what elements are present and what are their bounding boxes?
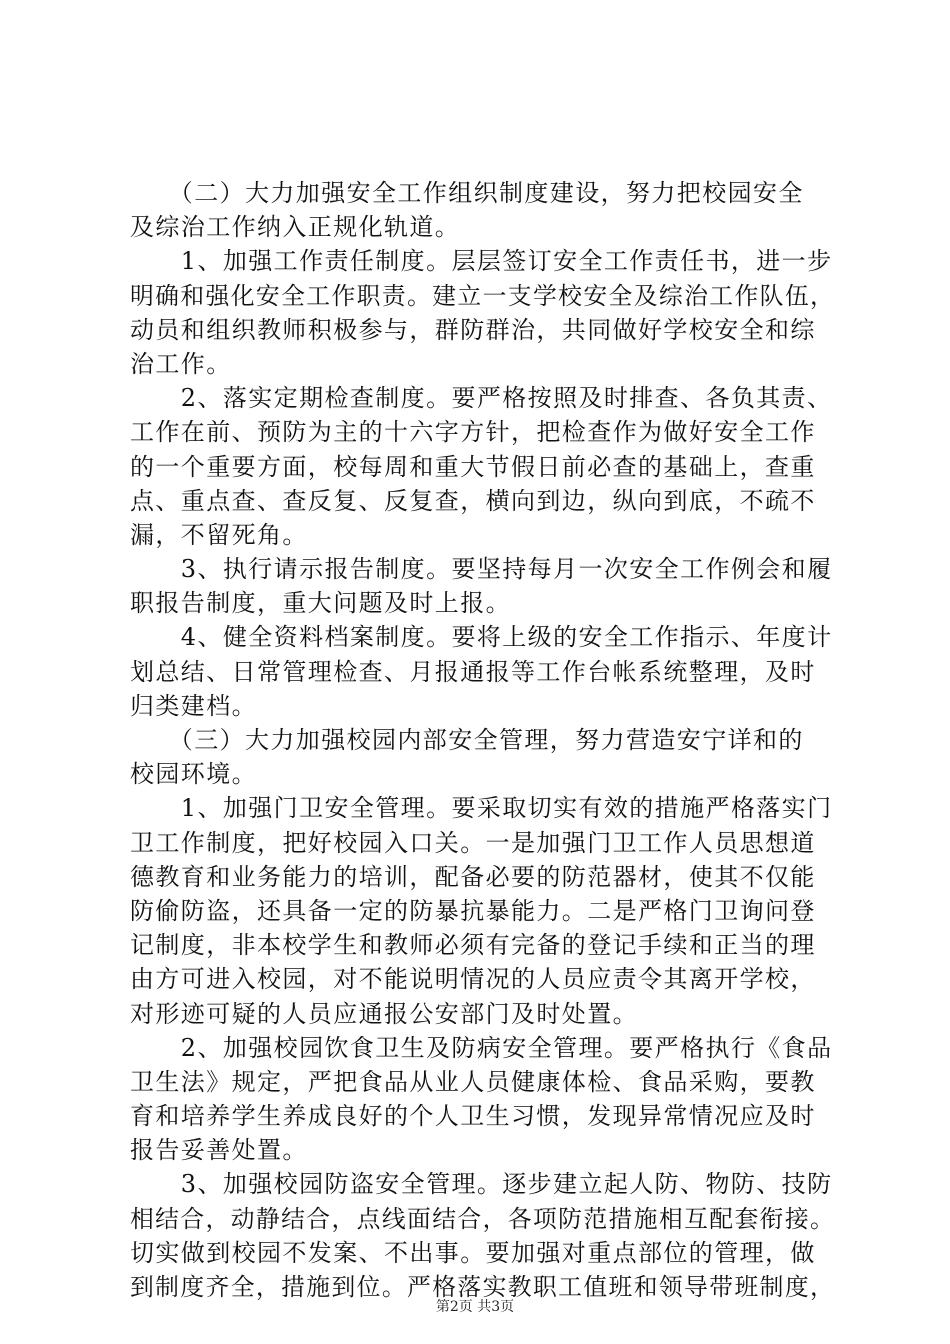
text-line: 3、加强校园防盗安全管理。逐步建立起人防、物防、技防: [130, 1170, 833, 1199]
text-line: 2、加强校园饮食卫生及防病安全管理。要严格执行《食品: [130, 1033, 833, 1062]
text-line: 动员和组织教师积极参与，群防群治，共同做好学校安全和综: [130, 315, 816, 344]
text-line: （二）大力加强安全工作组织制度建设，努力把校园安全: [130, 179, 804, 207]
text-line: 报告妥善处置。: [130, 1136, 308, 1165]
body-text: [130, 176, 835, 1304]
text-line: 育和培养学生养成良好的个人卫生习惯，发现异常情况应及时: [130, 1102, 816, 1131]
text-line: 1、加强工作责任制度。层层签订安全工作责任书，进一步: [130, 247, 833, 276]
text-line: 卫工作制度，把好校园入口关。一是加强门卫工作人员思想道: [130, 828, 816, 857]
text-line: （三）大力加强校园内部安全管理，努力营造安宁详和的: [130, 726, 804, 754]
text-line: 治工作。: [130, 349, 232, 378]
text-line: 划总结、日常管理检查、月报通报等工作台帐系统整理，及时: [130, 657, 816, 686]
text-line: 明确和强化安全工作职责。建立一支学校安全及综治工作队伍，: [130, 281, 836, 310]
text-line: 相结合，动静结合，点线面结合，各项防范措施相互配套衔接。: [130, 1204, 836, 1233]
text-line: 卫生法》规定，严把食品从业人员健康体检、食品采购，要教: [130, 1067, 816, 1096]
text-line: 4、健全资料档案制度。要将上级的安全工作指示、年度计: [130, 623, 833, 652]
text-line: 校园环境。: [130, 760, 257, 789]
text-line: 记制度，非本校学生和教师必须有完备的登记手续和正当的理: [130, 931, 816, 960]
text-line: 及综治工作纳入正规化轨道。: [130, 213, 461, 242]
text-line: 1、加强门卫安全管理。要采取切实有效的措施严格落实门: [130, 794, 833, 823]
text-line: 的一个重要方面，校每周和重大节假日前必查的基础上，查重: [130, 452, 816, 481]
text-line: 3、执行请示报告制度。要坚持每月一次安全工作例会和履: [130, 555, 833, 584]
text-line: 防偷防盗，还具备一定的防暴抗暴能力。二是严格门卫询问登: [130, 896, 816, 925]
page-footer: 第2页 共3页: [435, 1299, 515, 1315]
text-line: 归类建档。: [130, 691, 257, 720]
text-line: 到制度齐全，措施到位。严格落实教职工值班和领导带班制度，: [130, 1273, 836, 1301]
text-line: 工作在前、预防为主的十六字方针，把检查作为做好安全工作: [130, 418, 816, 447]
text-line: 由方可进入校园，对不能说明情况的人员应责令其离开学校，: [130, 965, 816, 994]
text-line: 点、重点查、查反复、反复查，横向到边，纵向到底，不疏不: [130, 486, 816, 515]
text-line: 对形迹可疑的人员应通报公安部门及时处置。: [130, 999, 638, 1028]
text-line: 漏，不留死角。: [130, 520, 308, 549]
text-line: 德教育和业务能力的培训，配备必要的防范器材，使其不仅能: [130, 862, 816, 891]
text-line: 切实做到校园不发案、不出事。要加强对重点部位的管理，做: [130, 1238, 816, 1267]
text-line: 2、落实定期检查制度。要严格按照及时排查、各负其责、: [130, 384, 833, 413]
text-line: 职报告制度，重大问题及时上报。: [130, 589, 511, 618]
